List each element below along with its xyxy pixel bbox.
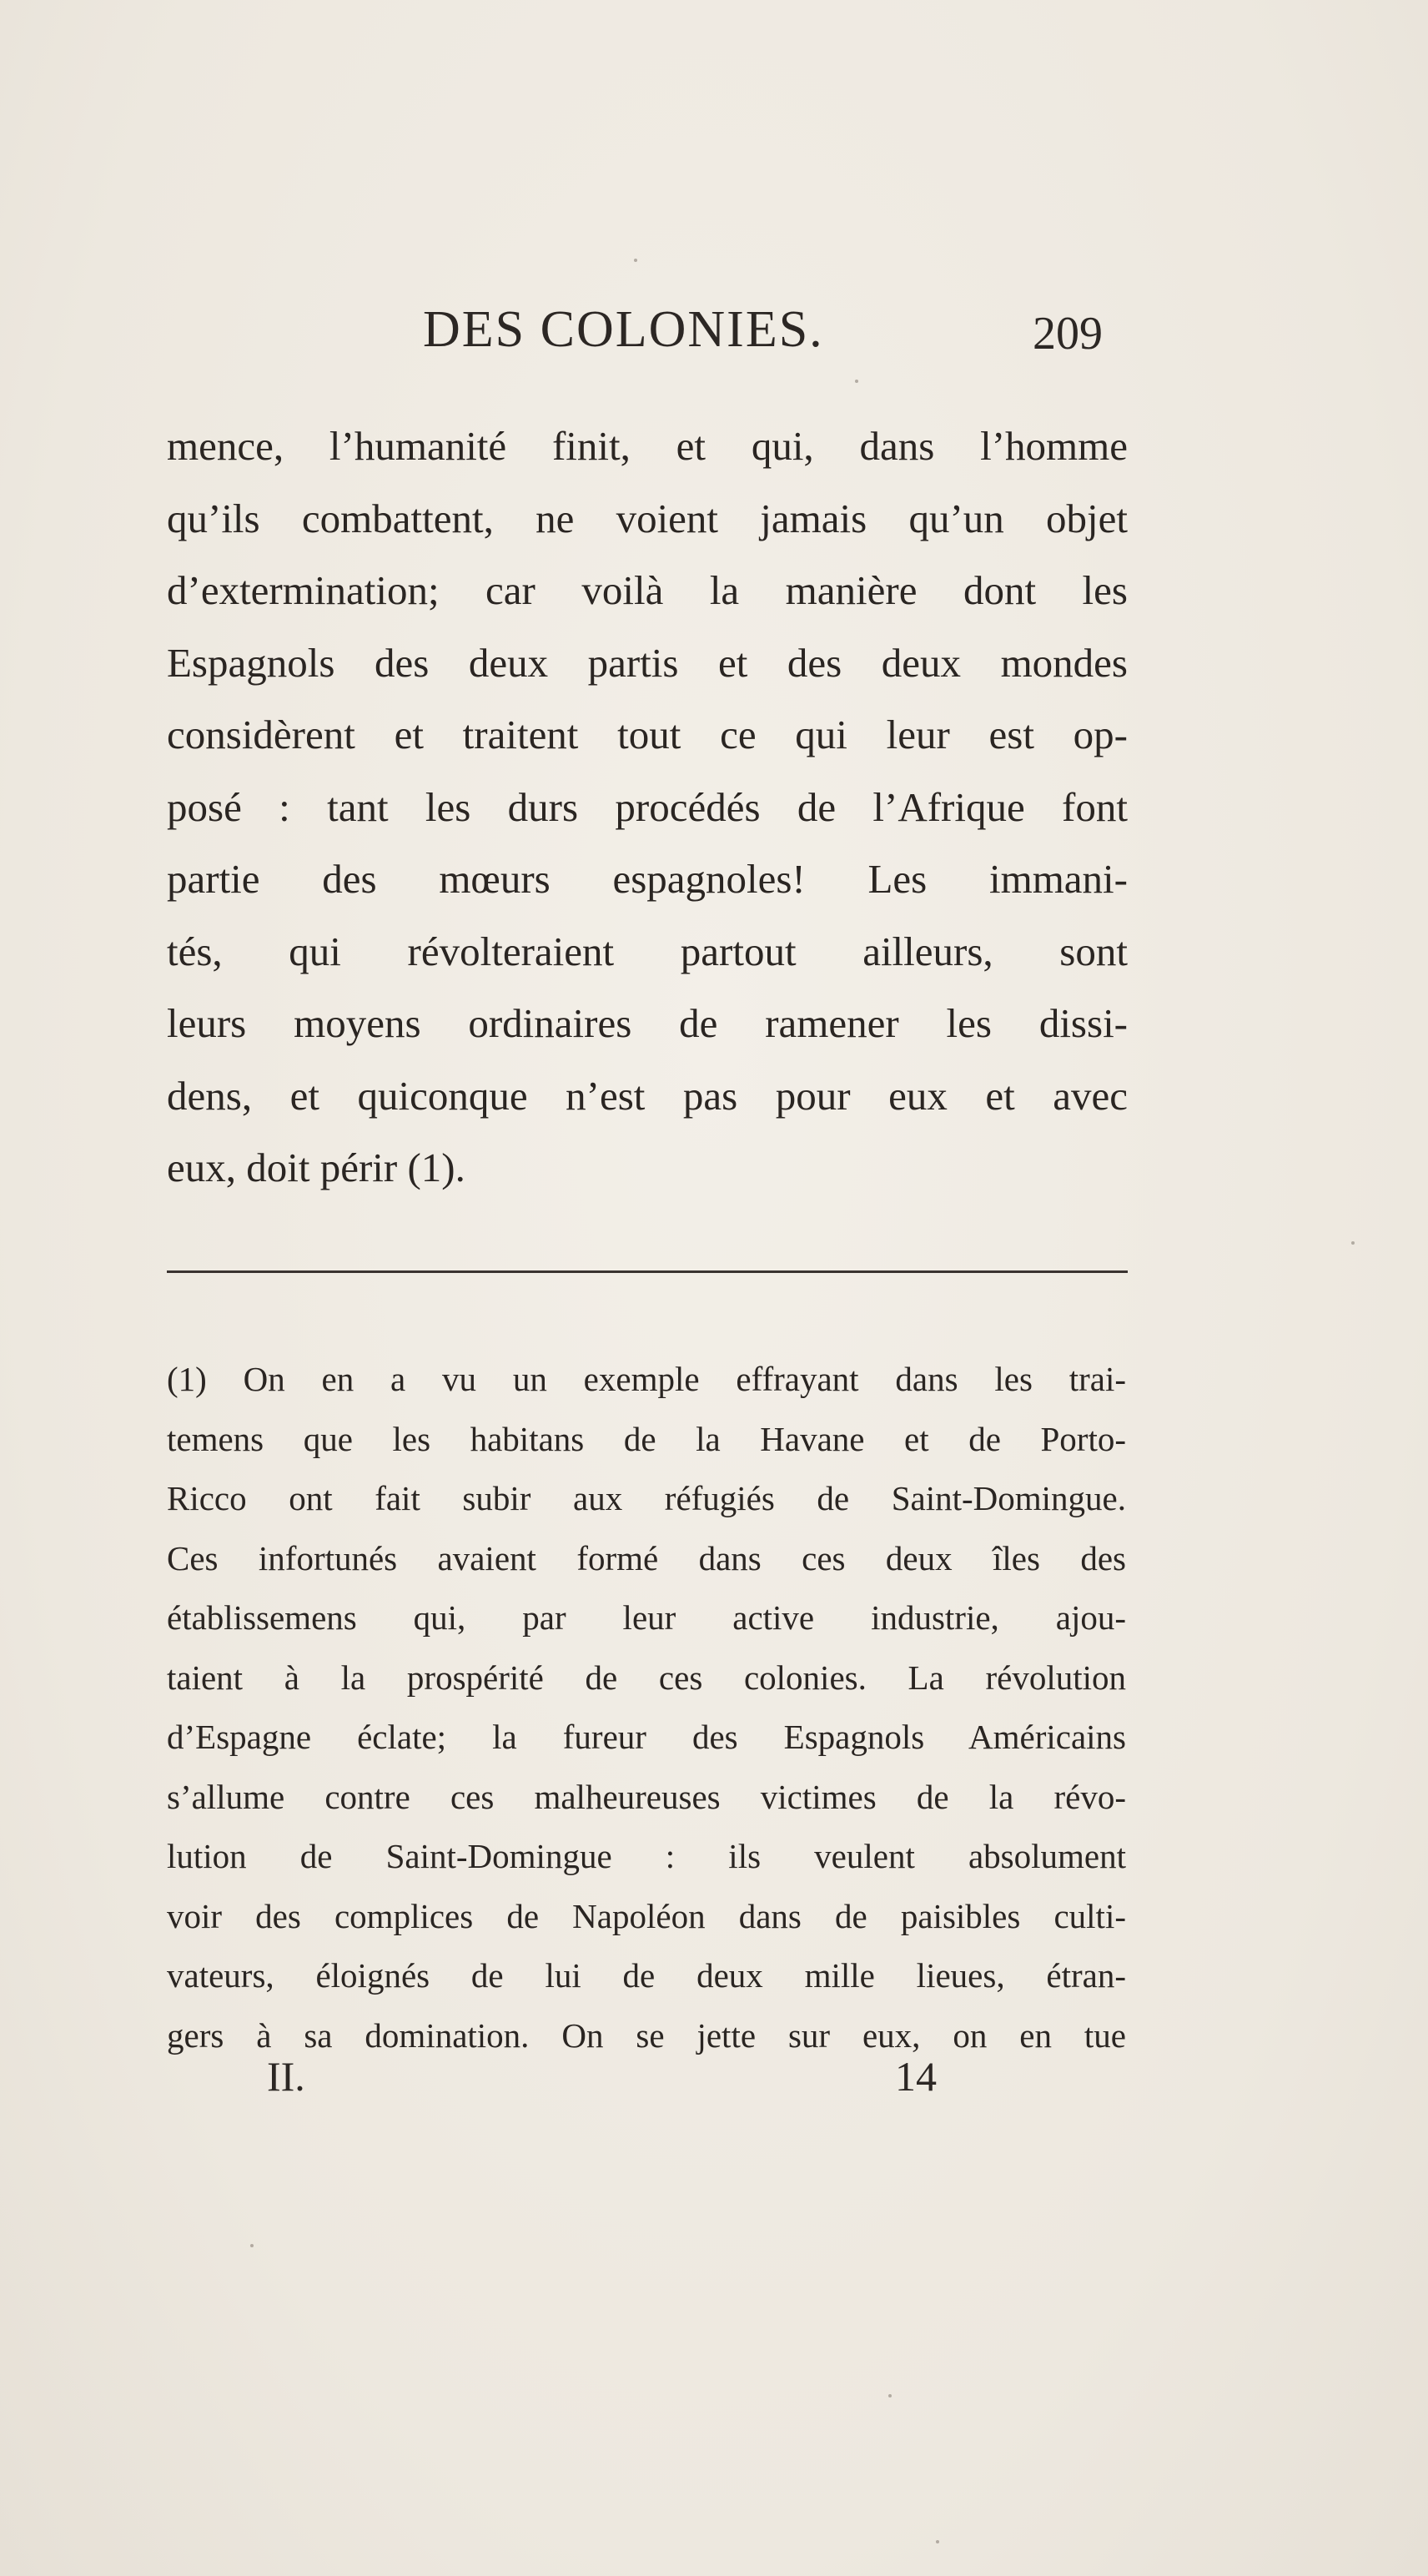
text-line: mence, l’humanité finit, et qui, dans l’homme <box>167 423 1128 469</box>
footnote-line: temens que les habitans de la Havane et de Porto- <box>167 1419 1126 1458</box>
paper-speck <box>936 2540 939 2543</box>
text-line: posé : tant les durs procédés de l’Afrique font <box>167 783 1128 830</box>
text-line: qu’ils combattent, ne voient jamais qu’un objet <box>167 495 1128 541</box>
main-text <box>167 410 1128 1205</box>
text-line: leurs moyens ordinaires de ramener les dissi- <box>167 1000 1128 1046</box>
volume-mark: II. <box>267 2053 305 2100</box>
signature-line <box>0 2052 1428 2111</box>
page-number: 209 <box>1033 308 1103 360</box>
text-line: tés, qui révolteraient partout ailleurs, sont <box>167 928 1128 974</box>
footnote <box>167 1350 1126 2065</box>
paper-speck <box>1351 1241 1355 1245</box>
footnote-line: s’allume contre ces malheureuses victimes de la révo- <box>167 1777 1126 1816</box>
sheet-signature: 14 <box>895 2053 937 2100</box>
footnote-line: Ricco ont fait subir aux réfugiés de Saint-Domingue. <box>167 1479 1126 1517</box>
text-line: Espagnols des deux partis et des deux mondes <box>167 639 1128 686</box>
text-line: eux, doit périr (1). <box>167 1145 465 1190</box>
footnote-line: d’Espagne éclate; la fureur des Espagnols Américains <box>167 1718 1126 1756</box>
footnote-line: établissemens qui, par leur active industrie, ajou- <box>167 1598 1126 1637</box>
paper-speck <box>634 259 637 262</box>
footnote-line: Ces infortunés avaient formé dans ces deux îles des <box>167 1538 1126 1577</box>
footnote-line: vateurs, éloignés de lui de deux mille lieues, étran- <box>167 1956 1126 1995</box>
footnote-rule <box>167 1270 1128 1273</box>
paper-speck <box>888 2394 892 2397</box>
paper-speck <box>250 2244 254 2247</box>
footnote-line: gers à sa domination. On se jette sur eux, on en tue <box>167 2015 1126 2055</box>
text-line: d’extermination; car voilà la manière dont les <box>167 567 1128 613</box>
text-line: dens, et quiconque n’est pas pour eux et avec <box>167 1072 1128 1119</box>
footnote-line: taient à la prospérité de ces colonies. La révolution <box>167 1658 1126 1697</box>
text-line: partie des mœurs espagnoles! Les immani- <box>167 856 1128 902</box>
footnote-line: (1) On en a vu un exemple effrayant dans les trai- <box>167 1360 1126 1398</box>
footnote-line: voir des complices de Napoléon dans de paisibles culti- <box>167 1896 1126 1935</box>
running-title: DES COLONIES. <box>423 301 824 358</box>
footnote-line: lution de Saint-Domingue : ils veulent absolument <box>167 1837 1126 1875</box>
text-line: considèrent et traitent tout ce qui leur est op- <box>167 712 1128 757</box>
paper-speck <box>855 380 858 383</box>
running-head <box>0 300 1428 367</box>
